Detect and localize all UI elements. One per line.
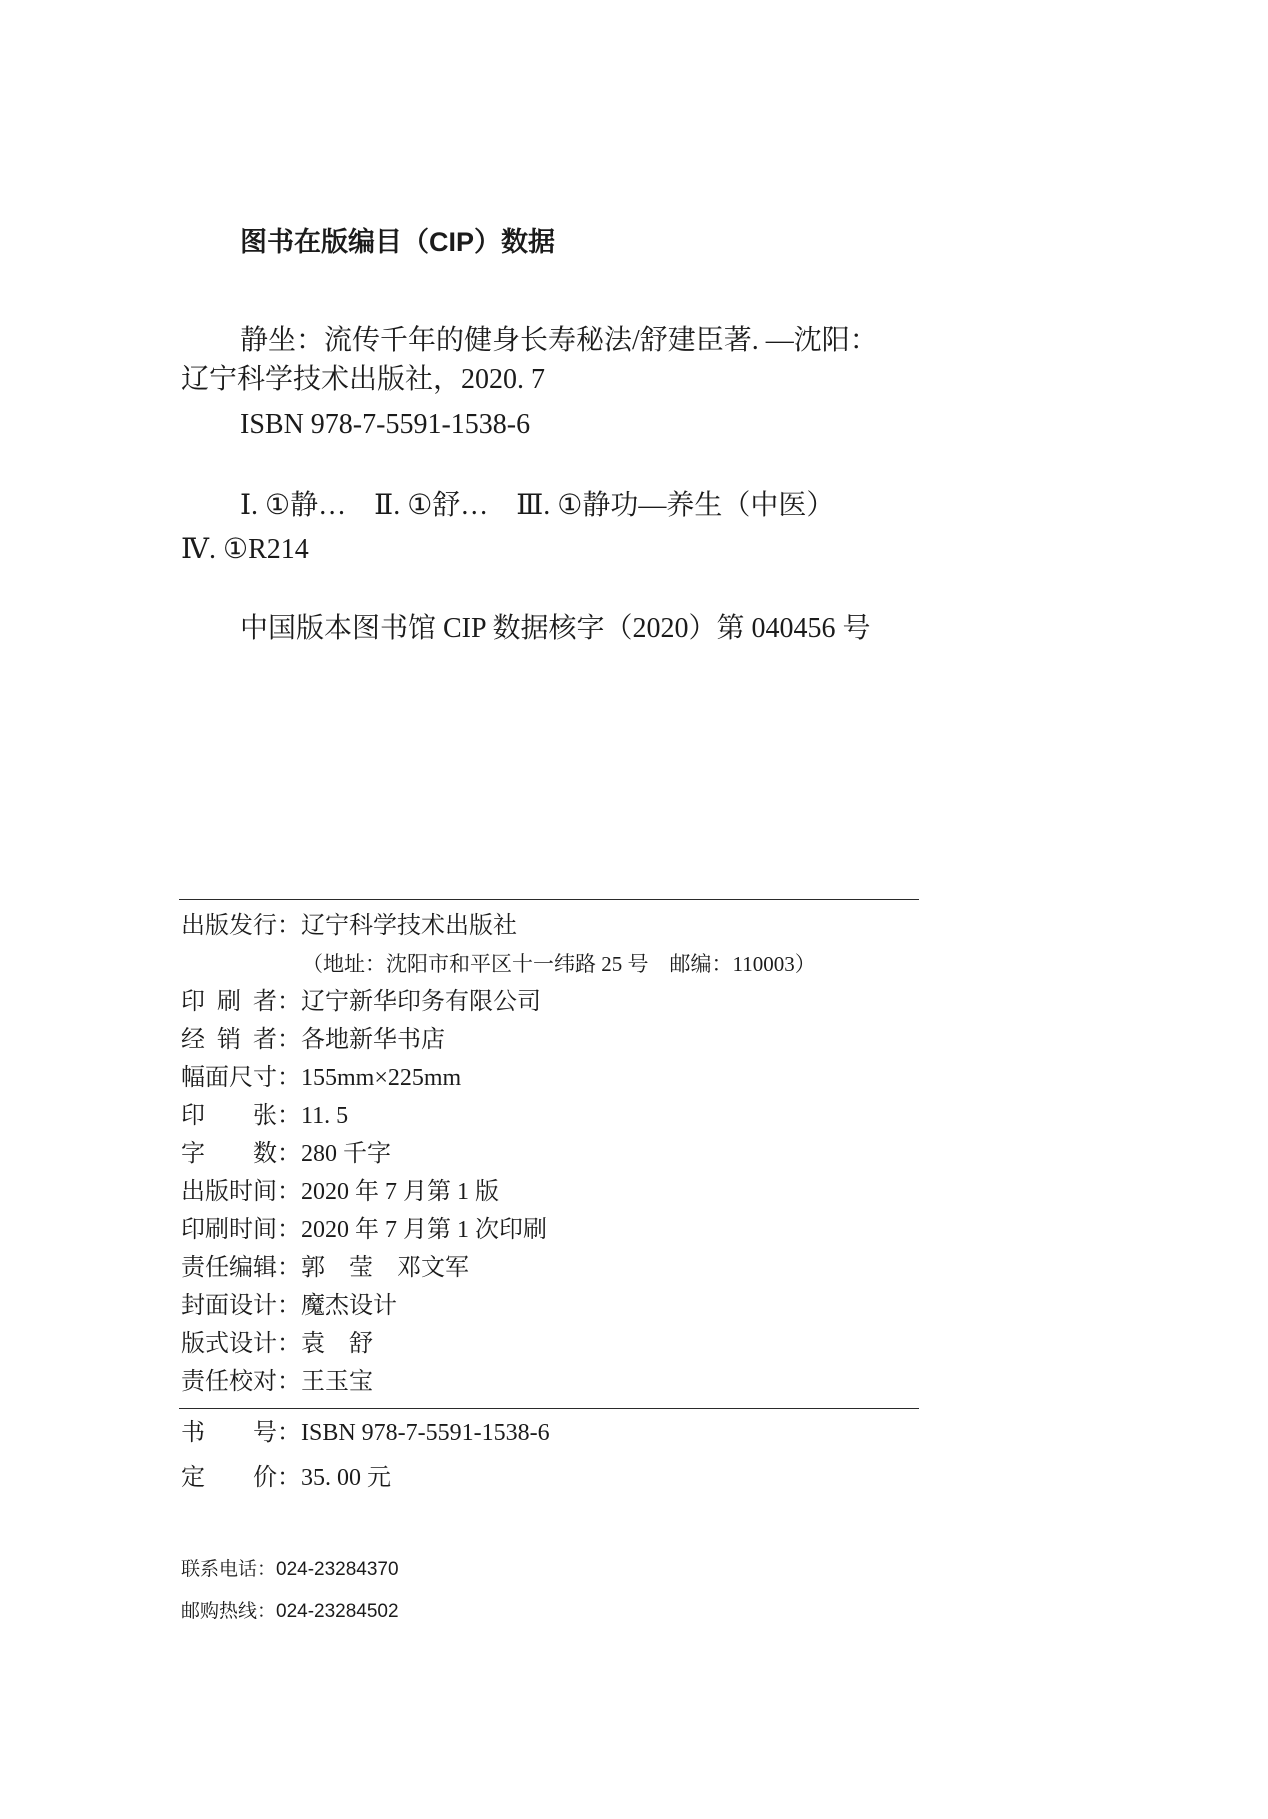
- imprint-value: 2020 年 7 月第 1 次印刷: [301, 1217, 547, 1243]
- imprint-label: 责任编辑: [181, 1255, 277, 1281]
- label-colon: ：: [257, 1601, 277, 1622]
- label-colon: ：: [277, 1255, 301, 1281]
- book-label: 定 价: [181, 1465, 277, 1491]
- imprint-value: 280 千字: [301, 1141, 391, 1167]
- label-colon: ：: [277, 913, 301, 939]
- cip-classification-line: Ⅰ. ①静… Ⅱ. ①舒… Ⅲ. ①静功—养生（中医）: [240, 490, 835, 521]
- cip-heading: 图书在版编目（CIP）数据: [240, 227, 556, 257]
- imprint-row-printer: [181, 983, 541, 1021]
- cip-verification-line: 中国版本图书馆 CIP 数据核字（2020）第 040456 号: [240, 613, 871, 644]
- imprint-value: 各地新华书店: [301, 1027, 445, 1053]
- imprint-value: 辽宁新华印务有限公司: [301, 989, 541, 1015]
- imprint-value: 郭 莹 邓文军: [301, 1255, 469, 1281]
- label-colon: ：: [277, 1217, 301, 1243]
- contact-phone: 024-23284370: [276, 1559, 399, 1580]
- imprint-label: 字 数: [181, 1141, 277, 1167]
- cip-title-line: 静坐：流传千年的健身长寿秘法/舒建臣著. —沈阳：: [240, 325, 878, 356]
- label-colon: ：: [277, 1141, 301, 1167]
- divider-top: [179, 899, 919, 900]
- imprint-row-printing-date: [181, 1211, 547, 1249]
- contact-phone-line: [181, 1560, 399, 1580]
- mail-order-line: [181, 1602, 399, 1622]
- publisher-address: （地址：沈阳市和平区十一纬路 25 号 邮编：110003）: [302, 952, 816, 976]
- book-label: 书 号: [181, 1420, 277, 1446]
- imprint-label: 封面设计: [181, 1293, 277, 1319]
- cip-class-number-line: Ⅳ. ①R214: [181, 534, 309, 565]
- imprint-label: 出版时间: [181, 1179, 277, 1205]
- label-colon: ：: [277, 1179, 301, 1205]
- imprint-label: 印 张: [181, 1103, 277, 1129]
- imprint-value: 王玉宝: [301, 1369, 373, 1395]
- imprint-row-address: [302, 945, 816, 983]
- label-colon: ：: [277, 1293, 301, 1319]
- book-price-row: [181, 1459, 391, 1497]
- imprint-label: 幅面尺寸: [181, 1065, 277, 1091]
- label-colon: ：: [257, 1559, 277, 1580]
- imprint-label: 责任校对: [181, 1369, 277, 1395]
- label-colon: ：: [277, 1465, 301, 1491]
- imprint-row-layout-design: [181, 1325, 373, 1363]
- cip-publisher-line: 辽宁科学技术出版社，2020. 7: [181, 364, 546, 395]
- divider-bottom: [179, 1408, 919, 1409]
- imprint-value: 辽宁科学技术出版社: [301, 913, 517, 939]
- label-colon: ：: [277, 1420, 301, 1446]
- imprint-label: 版式设计: [181, 1331, 277, 1357]
- imprint-row-word-count: [181, 1135, 391, 1173]
- label-colon: ：: [277, 1065, 301, 1091]
- imprint-label: 印 刷 者: [181, 989, 277, 1015]
- book-isbn: ISBN 978-7-5591-1538-6: [301, 1420, 550, 1446]
- imprint-label: 出版发行: [181, 913, 277, 939]
- imprint-row-format: [181, 1059, 461, 1097]
- contact-label: 联系电话: [181, 1559, 258, 1580]
- mail-order-phone: 024-23284502: [276, 1601, 399, 1622]
- imprint-row-cover-design: [181, 1287, 397, 1325]
- book-isbn-row: [181, 1414, 550, 1452]
- imprint-value: 袁 舒: [301, 1331, 373, 1357]
- cip-isbn-line: ISBN 978-7-5591-1538-6: [240, 409, 531, 440]
- imprint-label: 经 销 者: [181, 1027, 277, 1053]
- imprint-row-distributor: [181, 1021, 445, 1059]
- imprint-value: 魔杰设计: [301, 1293, 397, 1319]
- label-colon: ：: [277, 1027, 301, 1053]
- contact-label: 邮购热线: [181, 1601, 258, 1622]
- imprint-value: 11. 5: [301, 1103, 349, 1129]
- imprint-row-publisher: [181, 907, 517, 945]
- label-colon: ：: [277, 1331, 301, 1357]
- imprint-value: 155mm×225mm: [301, 1065, 462, 1091]
- imprint-value: 2020 年 7 月第 1 版: [301, 1179, 499, 1205]
- label-colon: ：: [277, 989, 301, 1015]
- label-colon: ：: [277, 1103, 301, 1129]
- imprint-label: 印刷时间: [181, 1217, 277, 1243]
- imprint-row-editors: [181, 1249, 469, 1287]
- imprint-row-publication-date: [181, 1173, 499, 1211]
- imprint-row-proofreader: [181, 1363, 373, 1401]
- label-colon: ：: [277, 1369, 301, 1395]
- imprint-row-sheets: [181, 1097, 348, 1135]
- book-price: 35. 00 元: [301, 1465, 391, 1491]
